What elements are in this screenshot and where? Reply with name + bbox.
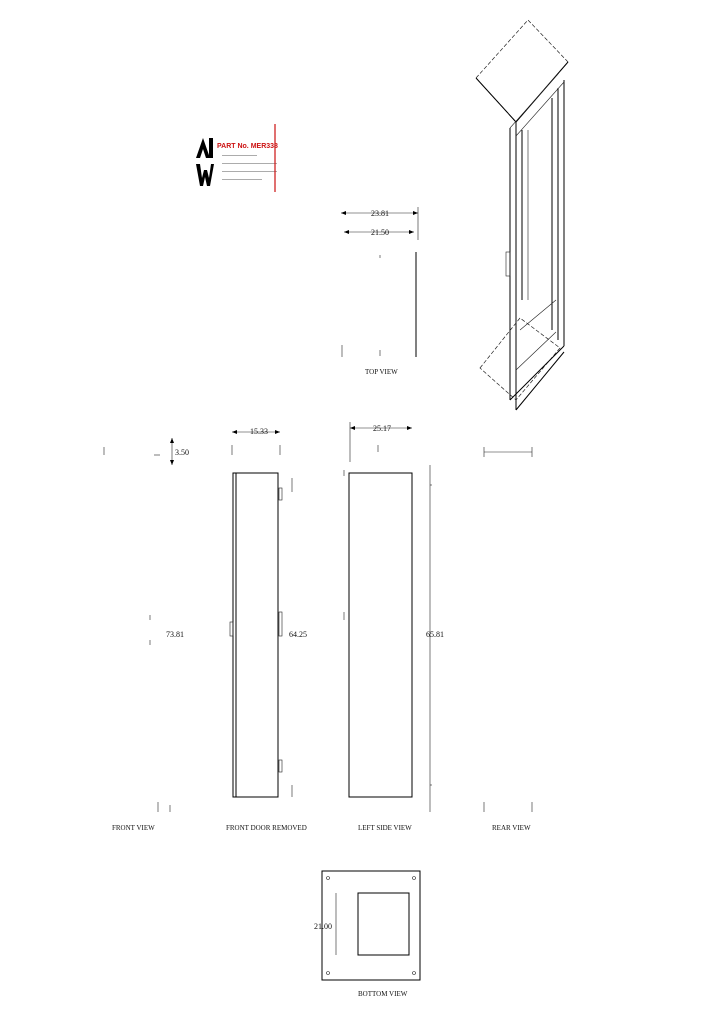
front-view-label: FRONT VIEW <box>112 824 155 832</box>
bottom-view-label: BOTTOM VIEW <box>358 990 408 998</box>
company-logo-mark <box>196 138 214 186</box>
dim-front-depth: 3.50 <box>175 448 189 457</box>
logo-line-4: ———————— <box>222 177 262 183</box>
part-number-title: PART No. MER338 <box>217 143 278 150</box>
front-door-removed-view <box>226 427 307 832</box>
rear-view-label: REAR VIEW <box>492 824 531 832</box>
dim-door-height: 64.25 <box>289 630 307 639</box>
front-door-removed-label: FRONT DOOR REMOVED <box>226 824 307 832</box>
left-side-view <box>344 422 444 832</box>
front-view <box>104 438 189 832</box>
logo-line-1: ——————— <box>222 153 257 159</box>
dim-door-width: 15.33 <box>250 427 268 436</box>
dim-top-outer-width: 23.81 <box>371 209 389 218</box>
left-side-view-label: LEFT SIDE VIEW <box>358 824 412 832</box>
top-view <box>341 207 418 376</box>
dim-side-width: 25.17 <box>373 424 391 433</box>
bottom-cutout <box>358 893 409 955</box>
dim-top-inner-width: 21.50 <box>371 228 389 237</box>
door-frame <box>233 473 278 797</box>
bottom-outline <box>322 871 420 980</box>
rear-view <box>484 447 532 832</box>
logo-block <box>196 124 278 192</box>
bottom-view <box>314 871 420 998</box>
logo-line-3: ——————————— <box>222 169 277 175</box>
dim-front-height: 73.81 <box>166 630 184 639</box>
dim-side-height: 65.81 <box>426 630 444 639</box>
top-view-label: TOP VIEW <box>365 368 398 376</box>
isometric-view <box>476 20 568 410</box>
logo-line-2: ——————————— <box>222 161 277 167</box>
dim-bottom-depth: 21.00 <box>314 922 332 931</box>
side-panel <box>349 473 412 797</box>
